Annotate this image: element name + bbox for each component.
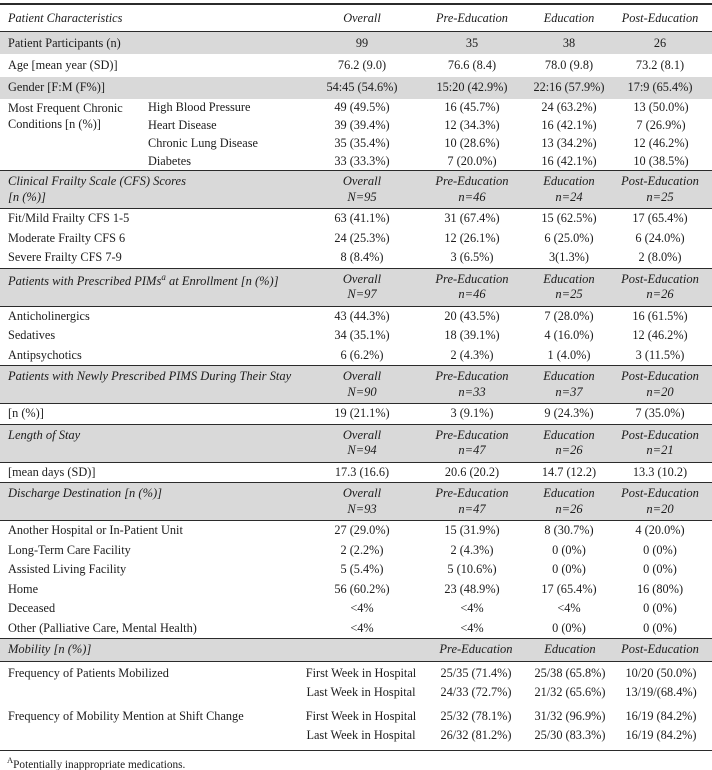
section-col-name: Post-Education bbox=[621, 174, 699, 189]
cell-post-education: 16/19 (84.2%) bbox=[625, 728, 697, 743]
section-col-post-education bbox=[610, 486, 710, 517]
section-col-n: n=21 bbox=[646, 443, 674, 458]
row-label: Assisted Living Facility bbox=[8, 562, 127, 577]
section-col-name: Post-Education bbox=[621, 486, 699, 501]
cell-pre-education: <4% bbox=[460, 601, 484, 616]
cell-education: 15 (62.5%) bbox=[541, 211, 597, 226]
table-row bbox=[0, 404, 712, 424]
section-col-name: Overall bbox=[342, 369, 382, 384]
row-label: Home bbox=[8, 581, 39, 596]
section-col-n: n=26 bbox=[555, 443, 583, 458]
cell-overall: <4% bbox=[350, 601, 374, 616]
cell-overall: 56 (60.2%) bbox=[334, 581, 390, 596]
subrow-label: Last Week in Hospital bbox=[306, 728, 416, 743]
cell-overall: 17.3 (16.6) bbox=[334, 464, 390, 479]
cell-pre-education: 16 (45.7%) bbox=[444, 100, 500, 115]
row-label: Patient Participants (n) bbox=[8, 35, 121, 50]
cell-pre-education: 12 (26.1%) bbox=[444, 230, 500, 245]
cell-education: 78.0 (9.8) bbox=[544, 57, 594, 72]
cell-education: 0 (0%) bbox=[552, 542, 586, 557]
cell-education: 22:16 (57.9%) bbox=[533, 80, 605, 95]
table-row bbox=[0, 326, 712, 346]
section-col-n: n=25 bbox=[646, 189, 674, 204]
col-header-pre-education: Pre-Education bbox=[436, 10, 508, 25]
cell-post-education: 6 (24.0%) bbox=[635, 230, 685, 245]
section-col-n: n=47 bbox=[458, 501, 486, 516]
cell-education: 4 (16.0%) bbox=[544, 328, 594, 343]
row-label: Another Hospital or In-Patient Unit bbox=[8, 523, 183, 538]
cell-post-education: 0 (0%) bbox=[643, 542, 677, 557]
section-col-name: Overall bbox=[342, 486, 382, 501]
section-col-overall bbox=[308, 428, 416, 459]
row-label: Anticholinergics bbox=[8, 308, 90, 323]
section-col-name: Education bbox=[543, 369, 595, 384]
cell-overall: 24 (25.3%) bbox=[334, 230, 390, 245]
cell-education: 25/30 (83.3%) bbox=[534, 728, 606, 743]
row-label: [n (%)] bbox=[8, 406, 44, 421]
section-header-patients-with-newly-prescribed-pims-during-their-stay bbox=[0, 365, 712, 404]
section-col-education bbox=[528, 272, 610, 303]
section-header-discharge-destination-n bbox=[0, 482, 712, 521]
section-col-pre-education bbox=[416, 428, 528, 459]
table-row bbox=[0, 209, 712, 229]
row-label: Age [mean year (SD)] bbox=[8, 57, 118, 72]
section-header-clinical-frailty-scale-cfs-scores bbox=[0, 170, 712, 209]
row-label: Gender [F:M (F%)] bbox=[8, 80, 105, 95]
section-col-overall bbox=[308, 174, 416, 205]
table-row bbox=[0, 560, 712, 580]
label-text: at Enrollment [n (%)] bbox=[165, 273, 279, 288]
section-col-post-education bbox=[610, 272, 710, 303]
section-col-name: Post-Education bbox=[621, 369, 699, 384]
section-col-n: n=46 bbox=[458, 189, 486, 204]
section-col-n: n=26 bbox=[646, 287, 674, 302]
section-col-name: Pre-Education bbox=[435, 174, 509, 189]
cell-pre-education: 7 (20.0%) bbox=[447, 153, 497, 168]
cell-overall: 99 bbox=[355, 35, 369, 50]
cell-post-education: 13 (50.0%) bbox=[633, 100, 689, 115]
cell-education: 17 (65.4%) bbox=[541, 581, 597, 596]
section-col-n: n=33 bbox=[458, 384, 486, 399]
cell-overall: 19 (21.1%) bbox=[334, 406, 390, 421]
section-col-name: Post-Education bbox=[621, 271, 699, 286]
cell-pre-education: 31 (67.4%) bbox=[444, 211, 500, 226]
cell-overall: 27 (29.0%) bbox=[334, 523, 390, 538]
section-col-overall bbox=[308, 272, 416, 303]
section-col-n: N=94 bbox=[347, 443, 377, 458]
row-label: Moderate Frailty CFS 6 bbox=[8, 230, 126, 245]
table-row bbox=[0, 541, 712, 561]
table-row bbox=[0, 580, 712, 600]
footnote-marker: A bbox=[7, 754, 14, 765]
cell-education: 38 bbox=[562, 35, 576, 50]
cell-overall: 76.2 (9.0) bbox=[337, 57, 387, 72]
section-col-name: Pre-Education bbox=[435, 486, 509, 501]
cell-pre-education: 15 (31.9%) bbox=[444, 523, 500, 538]
table-row bbox=[0, 599, 712, 619]
cell-post-education: 7 (26.9%) bbox=[636, 118, 686, 133]
cell-post-education: 16 (61.5%) bbox=[632, 308, 688, 323]
cell-education: 0 (0%) bbox=[552, 620, 586, 635]
cell-post-education: 16 (80%) bbox=[636, 581, 684, 596]
section-header-mobility-n bbox=[0, 638, 712, 662]
cell-pre-education: 2 (4.3%) bbox=[450, 542, 494, 557]
subrow-label: Last Week in Hospital bbox=[306, 685, 416, 700]
label-line: Patients with Newly Prescribed PIMS During Their Stay bbox=[8, 369, 292, 384]
row-label: Severe Frailty CFS 7-9 bbox=[8, 250, 122, 265]
section-col-name: Education bbox=[543, 271, 595, 286]
section-col-n: n=24 bbox=[555, 189, 583, 204]
label-line: Mobility [n (%)] bbox=[8, 642, 92, 657]
section-col-education bbox=[528, 428, 610, 459]
section-col-education bbox=[528, 174, 610, 205]
row-label: Fit/Mild Frailty CFS 1-5 bbox=[8, 211, 130, 226]
table-row bbox=[0, 248, 712, 268]
section-col-n: n=20 bbox=[646, 501, 674, 516]
section-label bbox=[8, 486, 308, 502]
cell-overall: 6 (6.2%) bbox=[340, 347, 384, 362]
row-group-most-frequent-chronic-conditions-n bbox=[0, 99, 712, 170]
cell-post-education: 26 bbox=[653, 35, 667, 50]
section-label bbox=[8, 428, 308, 444]
section-col-n: n=46 bbox=[458, 287, 486, 302]
label-line: Clinical Frailty Scale (CFS) Scores bbox=[8, 174, 186, 189]
cell-overall: 5 (5.4%) bbox=[340, 562, 384, 577]
section-col-name: Overall bbox=[342, 271, 382, 286]
cell-post-education: 3 (11.5%) bbox=[635, 347, 685, 362]
cell-education: 0 (0%) bbox=[552, 562, 586, 577]
cell-education: 9 (24.3%) bbox=[544, 406, 594, 421]
cell-education: 14.7 (12.2) bbox=[541, 464, 597, 479]
table-row bbox=[0, 54, 712, 76]
cell-post-education: 13.3 (10.2) bbox=[632, 464, 688, 479]
section-header-length-of-stay bbox=[0, 424, 712, 463]
cell-overall: 43 (44.3%) bbox=[334, 308, 390, 323]
cell-overall: 49 (49.5%) bbox=[334, 100, 390, 115]
cell-post-education: 17 (65.4%) bbox=[632, 211, 688, 226]
cell-pre-education: 25/35 (71.4%) bbox=[440, 665, 512, 680]
cell-education: 13 (34.2%) bbox=[541, 135, 597, 150]
table-subrow bbox=[300, 664, 712, 684]
section-col-n: N=90 bbox=[347, 384, 377, 399]
row-label: Long-Term Care Facility bbox=[8, 542, 131, 557]
col-header-post-education: Post-Education bbox=[621, 10, 699, 25]
section-col-pre-education bbox=[416, 272, 528, 303]
cell-overall: 34 (35.1%) bbox=[334, 328, 390, 343]
cell-education: 25/38 (65.8%) bbox=[534, 665, 606, 680]
section-col-education bbox=[528, 486, 610, 517]
subrow-label: Heart Disease bbox=[148, 118, 217, 133]
cell-pre-education: 10 (28.6%) bbox=[444, 135, 500, 150]
cell-post-education: 17:9 (65.4%) bbox=[627, 80, 693, 95]
section-col-n: N=93 bbox=[347, 501, 377, 516]
cell-pre-education: 35 bbox=[465, 35, 479, 50]
label-line: Length of Stay bbox=[8, 427, 81, 442]
row-label: [mean days (SD)] bbox=[8, 464, 96, 479]
section-col-name: Overall bbox=[342, 174, 382, 189]
cell-post-education: 10 (38.5%) bbox=[633, 153, 689, 168]
cell-overall: 2 (2.2%) bbox=[340, 542, 384, 557]
footnote-text: Potentially inappropriate medications. bbox=[13, 758, 186, 770]
table-subrow bbox=[148, 152, 712, 170]
cell-education: 6 (25.0%) bbox=[544, 230, 594, 245]
cell-post-education: 12 (46.2%) bbox=[633, 135, 689, 150]
row-label: Deceased bbox=[8, 601, 56, 616]
cell-pre-education: 12 (34.3%) bbox=[444, 118, 500, 133]
section-col-n: n=37 bbox=[555, 384, 583, 399]
cell-pre-education: 18 (39.1%) bbox=[444, 328, 500, 343]
row-label: Antipsychotics bbox=[8, 347, 82, 362]
row-group-frequency-of-patients-mobilized bbox=[0, 664, 712, 703]
cell-pre-education: 20.6 (20.2) bbox=[444, 464, 500, 479]
table-row bbox=[0, 229, 712, 249]
cell-pre-education: 25/32 (78.1%) bbox=[440, 708, 512, 723]
section-label bbox=[8, 642, 422, 658]
section-header-patients-with-prescribed-pimsa-at-enrollment-n bbox=[0, 268, 712, 307]
section-col-pre-education bbox=[416, 174, 528, 205]
cell-education: 24 (63.2%) bbox=[541, 100, 597, 115]
cell-pre-education: 26/32 (81.2%) bbox=[440, 728, 512, 743]
table-subrow bbox=[148, 134, 712, 152]
cell-overall: 8 (8.4%) bbox=[340, 250, 384, 265]
subrow-label: Chronic Lung Disease bbox=[148, 135, 258, 150]
cell-pre-education: 15:20 (42.9%) bbox=[436, 80, 508, 95]
section-col-name: Post-Education bbox=[621, 427, 699, 442]
row-label: Other (Palliative Care, Mental Health) bbox=[8, 620, 197, 635]
label-line: Discharge Destination [n (%)] bbox=[8, 486, 163, 501]
table-header-row bbox=[0, 5, 712, 32]
cell-post-education: 7 (35.0%) bbox=[635, 406, 685, 421]
cell-post-education: 0 (0%) bbox=[643, 562, 677, 577]
cell-overall: 63 (41.1%) bbox=[334, 211, 390, 226]
label-line: [n (%)] bbox=[8, 189, 46, 204]
section-col-name: Pre-Education bbox=[435, 427, 509, 442]
section-col-n: n=20 bbox=[646, 384, 674, 399]
section-col-name: Education bbox=[543, 486, 595, 501]
table-row bbox=[0, 463, 712, 483]
cell-overall: 54:45 (54.6%) bbox=[326, 80, 398, 95]
cell-education: 8 (30.7%) bbox=[544, 523, 594, 538]
cell-education: 3(1.3%) bbox=[549, 250, 589, 265]
section-col-education: Education bbox=[544, 642, 596, 657]
section-col-n: n=25 bbox=[555, 287, 583, 302]
patient-characteristics-table bbox=[0, 3, 712, 751]
cell-education: <4% bbox=[557, 601, 581, 616]
section-col-education bbox=[528, 369, 610, 400]
subrow-label: Diabetes bbox=[148, 153, 192, 168]
section-col-overall bbox=[308, 486, 416, 517]
cell-pre-education: 76.6 (8.4) bbox=[447, 57, 497, 72]
table-subrow bbox=[148, 117, 712, 135]
section-col-n: N=97 bbox=[347, 287, 377, 302]
section-col-name: Overall bbox=[342, 427, 382, 442]
subrow-label: First Week in Hospital bbox=[305, 665, 417, 680]
cell-overall: <4% bbox=[350, 620, 374, 635]
row-group-frequency-of-mobility-mention-at-shift-change bbox=[0, 707, 712, 746]
cell-education: 16 (42.1%) bbox=[541, 118, 597, 133]
cell-pre-education: 24/33 (72.7%) bbox=[440, 685, 512, 700]
section-col-n: n=47 bbox=[458, 443, 486, 458]
table-row bbox=[0, 346, 712, 366]
section-col-post-education bbox=[610, 428, 710, 459]
subrow-label: High Blood Pressure bbox=[148, 100, 251, 115]
table-row bbox=[0, 32, 712, 54]
section-col-pre-education: Pre-Education bbox=[439, 642, 513, 657]
cell-overall: 35 (35.4%) bbox=[334, 135, 390, 150]
table-subrow bbox=[148, 99, 712, 117]
cell-education: 1 (4.0%) bbox=[547, 347, 591, 362]
cell-education: 7 (28.0%) bbox=[544, 308, 594, 323]
table-row bbox=[0, 619, 712, 639]
cell-overall: 33 (33.3%) bbox=[334, 153, 390, 168]
table-row bbox=[0, 521, 712, 541]
section-label bbox=[8, 369, 308, 385]
cell-post-education: 0 (0%) bbox=[643, 620, 677, 635]
cell-pre-education: 3 (6.5%) bbox=[450, 250, 494, 265]
cell-education: 21/32 (65.6%) bbox=[534, 685, 606, 700]
section-col-pre-education bbox=[416, 486, 528, 517]
cell-education: 31/32 (96.9%) bbox=[534, 708, 606, 723]
section-col-name: Education bbox=[543, 174, 595, 189]
subrow-label: First Week in Hospital bbox=[305, 708, 417, 723]
section-col-post-education: Post-Education bbox=[621, 642, 699, 657]
superscript-note: a bbox=[161, 271, 166, 282]
table-footnote bbox=[0, 751, 712, 770]
group-subrows bbox=[148, 99, 712, 170]
cell-post-education: 73.2 (8.1) bbox=[635, 57, 685, 72]
section-col-n: n=26 bbox=[555, 501, 583, 516]
section-col-post-education bbox=[610, 174, 710, 205]
section-col-overall bbox=[308, 369, 416, 400]
group-label: Frequency of Patients Mobilized bbox=[8, 665, 169, 680]
group-subrows bbox=[300, 664, 712, 703]
cell-post-education: 10/20 (50.0%) bbox=[625, 665, 697, 680]
cell-post-education: 0 (0%) bbox=[643, 601, 677, 616]
section-col-pre-education bbox=[416, 369, 528, 400]
section-label bbox=[8, 272, 308, 289]
column-header-label: Patient Characteristics bbox=[8, 10, 123, 25]
section-col-name: Pre-Education bbox=[435, 369, 509, 384]
cell-pre-education: <4% bbox=[460, 620, 484, 635]
cell-post-education: 16/19 (84.2%) bbox=[625, 708, 697, 723]
col-header-overall: Overall bbox=[343, 10, 381, 25]
cell-pre-education: 23 (48.9%) bbox=[444, 581, 500, 596]
section-col-name: Pre-Education bbox=[435, 271, 509, 286]
cell-post-education: 13/19/(68.4%) bbox=[625, 685, 697, 700]
cell-pre-education: 5 (10.6%) bbox=[447, 562, 497, 577]
cell-post-education: 4 (20.0%) bbox=[635, 523, 685, 538]
section-col-n: N=95 bbox=[347, 189, 377, 204]
row-label: Sedatives bbox=[8, 328, 56, 343]
group-label: Most Frequent Chronic Conditions [n (%)] bbox=[8, 100, 123, 131]
cell-post-education: 2 (8.0%) bbox=[638, 250, 682, 265]
label-text: Patients with Prescribed PIMs bbox=[8, 273, 162, 288]
table-body bbox=[0, 5, 712, 746]
table-subrow bbox=[300, 726, 712, 746]
section-col-post-education bbox=[610, 369, 710, 400]
table-subrow bbox=[300, 683, 712, 703]
cell-pre-education: 3 (9.1%) bbox=[450, 406, 494, 421]
col-header-education: Education bbox=[543, 10, 595, 25]
group-label: Frequency of Mobility Mention at Shift Change bbox=[8, 708, 244, 723]
cell-pre-education: 20 (43.5%) bbox=[444, 308, 500, 323]
cell-pre-education: 2 (4.3%) bbox=[450, 347, 494, 362]
cell-education: 16 (42.1%) bbox=[541, 153, 597, 168]
table-row bbox=[0, 77, 712, 99]
section-label bbox=[8, 174, 308, 205]
cell-overall: 39 (39.4%) bbox=[334, 118, 390, 133]
table-subrow bbox=[300, 707, 712, 727]
group-subrows bbox=[300, 707, 712, 746]
section-col-name: Education bbox=[543, 427, 595, 442]
cell-post-education: 12 (46.2%) bbox=[632, 328, 688, 343]
table-row bbox=[0, 307, 712, 327]
